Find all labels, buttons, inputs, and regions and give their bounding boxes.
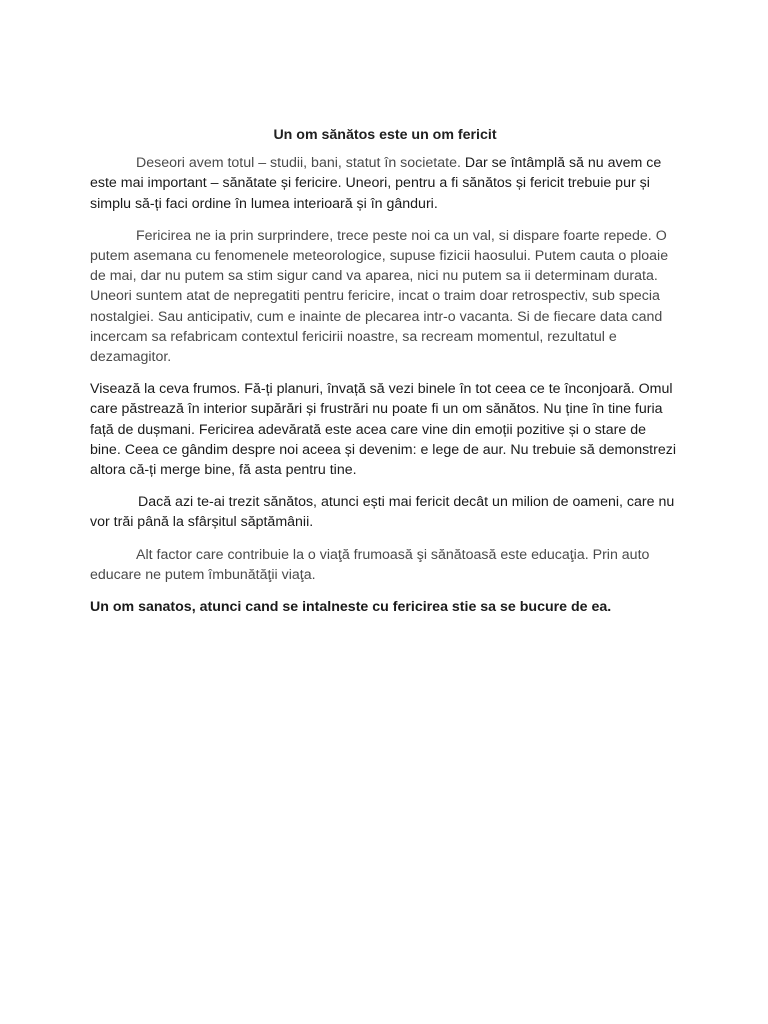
document-body [90,125,680,629]
paragraph-4: Dacă azi te-ai trezit sănătos, atunci ești mai fericit decât un milion de oameni, care nu vor trăi până la sfârșitul săptămânii. [90,494,675,531]
paragraph-2: Fericirea ne ia prin surprindere, trece peste noi ca un val, si dispare foarte repede. O putem asemana cu fenomenele meteorologice, supuse fizicii haosului. Putem cauta o ploaie de mai, dar nu putem sa stim sigur cand va aparea, nici nu putem sa ii determinam durata. Uneori suntem atat de nepregatiti pentru fericire, incat o traim doar retrospectiv, sub specia nostalgiei. Sau anticipativ, cum e inainte de plecarea intr-o vacanta. Si de fiecare data cand incercam sa refabricam contextul fericirii noastre, sa recream momentul, rezultatul e dezamagitor. [90,227,669,366]
paragraph-3: Visează la ceva frumos. Fă-ți planuri, învață să vezi binele în tot ceea ce te înconjoară. Omul care păstrează în interior supărări și frustrări nu poate fi un om sănătos. Nu ține în tine furia față de dușmani. Fericirea adevărată este acea care vine din emoții pozitive și o stare de bine. Ceea ce gândim despre noi aceea și devenim: e lege de aur. Nu trebuie să demonstrezi altora că-ți merge bine, fă asta pentru tine. [90,381,676,479]
paragraph-5: Alt factor care contribuie la o viaţă frumoasă şi sănătoasă este educaţia. Prin auto educare ne putem îmbunătăţii viaţa. [90,546,650,583]
paragraph-1-part-1: Deseori avem totul – studii, bani, statut în societate. [136,155,465,172]
paragraph-1 [90,153,680,214]
document-title: Un om sănătos este un om fericit [273,127,497,143]
paragraph-1-part-2: Dar se întâmplă să nu avem ce este mai important – sănătate și fericire. Uneori, pentru a fi sănătos și fericit trebuie pur și simplu să-ți faci ordine în lumea interioară și în gânduri. [90,155,662,212]
conclusion-paragraph: Un om sanatos, atunci cand se intalneste cu fericirea stie sa se bucure de ea. [90,599,612,616]
